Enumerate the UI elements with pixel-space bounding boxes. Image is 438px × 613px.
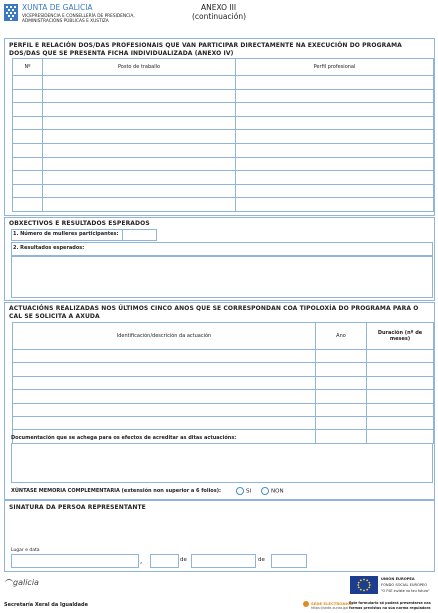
duration-cell[interactable] xyxy=(367,390,434,403)
table-row xyxy=(13,116,434,130)
results-field[interactable] xyxy=(11,256,433,298)
comma-separator: , xyxy=(140,557,143,565)
profile-cell[interactable] xyxy=(236,171,434,185)
action-cell[interactable] xyxy=(13,403,316,416)
memory-option-no[interactable] xyxy=(261,487,284,495)
signature-section xyxy=(4,500,435,572)
profile-cell[interactable] xyxy=(236,116,434,130)
number-cell[interactable] xyxy=(13,198,43,212)
column-header-duration: Duración (nº de meses) xyxy=(367,323,434,350)
memory-option-yes[interactable] xyxy=(236,487,251,495)
year-field[interactable] xyxy=(271,554,307,568)
eu-line-1: UNIÓN EUROPEA xyxy=(381,577,415,581)
profile-cell[interactable] xyxy=(236,103,434,117)
results-label-row xyxy=(11,242,433,256)
table-row xyxy=(13,198,434,212)
number-cell[interactable] xyxy=(13,171,43,185)
documentation-label: Documentación que se achega para os efectos de acreditar as ditas actuacións: xyxy=(11,435,237,441)
post-cell[interactable] xyxy=(43,76,236,90)
table-row xyxy=(13,89,434,103)
profile-cell[interactable] xyxy=(236,89,434,103)
table-row xyxy=(13,143,434,157)
year-cell[interactable] xyxy=(316,430,367,443)
de-separator-1: de xyxy=(180,557,187,563)
action-cell[interactable] xyxy=(13,376,316,389)
annex-title: ANEXO III xyxy=(201,3,237,12)
notice-line-2: formas previstas na súa norma reguladora xyxy=(349,606,431,610)
column-header-post: Posto de traballo xyxy=(43,59,236,76)
table-row xyxy=(13,376,434,389)
number-cell[interactable] xyxy=(13,143,43,157)
profile-cell[interactable] xyxy=(236,198,434,212)
day-field[interactable] xyxy=(150,554,179,568)
actions-table xyxy=(12,322,434,444)
table-row xyxy=(13,157,434,171)
women-count-field[interactable] xyxy=(122,229,157,241)
action-cell[interactable] xyxy=(13,350,316,363)
column-header-profile: Perfil profesional xyxy=(236,59,434,76)
number-cell[interactable] xyxy=(13,103,43,117)
number-cell[interactable] xyxy=(13,157,43,171)
year-cell[interactable] xyxy=(316,376,367,389)
secretariat-label: Secretaría Xeral da Igualdade xyxy=(4,602,88,608)
xunta-crest-icon xyxy=(4,4,18,21)
signature-section-title: SINATURA DA PERSOA REPRESENTANTE xyxy=(9,504,146,511)
option-no-label: NON xyxy=(271,488,284,495)
sede-url[interactable]: https://sede.xunta.gal xyxy=(311,606,349,610)
staff-table-header xyxy=(13,59,434,76)
department-line-1: VICEPRESIDENCIA E CONSELLERÍA DE PRESIDENCIA, xyxy=(22,14,135,19)
objectives-section-title: OBXECTIVOS E RESULTADOS ESPERADOS xyxy=(9,220,150,227)
year-cell[interactable] xyxy=(316,416,367,429)
post-cell[interactable] xyxy=(43,157,236,171)
table-row xyxy=(13,403,434,416)
staff-section-title: PERFIL E RELACIÓN DOS/DAS PROFESIONAIS QUE VAN PARTICIPAR DIRECTAMENTE NA EXECUCIÓN DO PROGRAMA DOS/DAS QUE SE PRESENTA FICHA INDIVIDUALIZADA (ANEXO IV) xyxy=(9,42,402,57)
number-cell[interactable] xyxy=(13,76,43,90)
option-yes-label: SI xyxy=(246,488,252,495)
women-count-row xyxy=(11,229,123,241)
post-cell[interactable] xyxy=(43,116,236,130)
profile-cell[interactable] xyxy=(236,157,434,171)
post-cell[interactable] xyxy=(43,171,236,185)
documentation-field[interactable] xyxy=(11,443,433,483)
table-row xyxy=(13,363,434,376)
objectives-section xyxy=(4,217,435,301)
post-cell[interactable] xyxy=(43,184,236,198)
radio-no-icon[interactable] xyxy=(261,487,269,495)
department-line-2: ADMINISTRACIÓNS PÚBLICAS E XUSTIZA xyxy=(22,19,109,24)
column-header-number: Nº xyxy=(13,59,43,76)
table-row xyxy=(13,390,434,403)
de-separator-2: de xyxy=(258,557,265,563)
duration-cell[interactable] xyxy=(367,350,434,363)
sede-label: SEDE ELECTRÓNICA xyxy=(311,601,353,606)
actions-table-header xyxy=(13,323,434,350)
profile-cell[interactable] xyxy=(236,184,434,198)
action-cell[interactable] xyxy=(13,390,316,403)
duration-cell[interactable] xyxy=(367,376,434,389)
year-cell[interactable] xyxy=(316,390,367,403)
number-cell[interactable] xyxy=(13,116,43,130)
results-label: 2. Resultados esperados: xyxy=(13,245,85,251)
month-field[interactable] xyxy=(191,554,256,568)
galicia-logo xyxy=(5,578,39,587)
post-cell[interactable] xyxy=(43,198,236,212)
duration-cell[interactable] xyxy=(367,416,434,429)
year-cell[interactable] xyxy=(316,403,367,416)
duration-cell[interactable] xyxy=(367,363,434,376)
number-cell[interactable] xyxy=(13,184,43,198)
profile-cell[interactable] xyxy=(236,143,434,157)
table-row xyxy=(13,416,434,429)
number-cell[interactable] xyxy=(13,89,43,103)
table-row xyxy=(13,350,434,363)
post-cell[interactable] xyxy=(43,89,236,103)
table-row xyxy=(13,171,434,185)
column-header-year: Ano xyxy=(316,323,367,350)
post-cell[interactable] xyxy=(43,103,236,117)
radio-yes-icon[interactable] xyxy=(236,487,244,495)
action-cell[interactable] xyxy=(13,363,316,376)
table-row xyxy=(13,184,434,198)
year-cell[interactable] xyxy=(316,350,367,363)
sede-electronica-icon xyxy=(303,601,309,607)
column-header-action: Identificación/descrición da actuación xyxy=(13,323,316,350)
year-cell[interactable] xyxy=(316,363,367,376)
place-date-label: Lugar e data xyxy=(11,548,40,553)
duration-cell[interactable] xyxy=(367,430,434,443)
table-row xyxy=(13,103,434,117)
galicia-logo-swirl-icon xyxy=(5,579,13,587)
galicia-logo-text: galicia xyxy=(13,578,39,587)
action-cell[interactable] xyxy=(13,416,316,429)
women-count-label: 1. Número de mulleres participantes: xyxy=(13,231,119,237)
memory-label: XÚNTASE MEMORIA COMPLEMENTARIA (extensión non superior a 6 folios): xyxy=(11,488,221,494)
number-cell[interactable] xyxy=(13,130,43,144)
annex-subtitle: (continuación) xyxy=(192,12,246,21)
duration-cell[interactable] xyxy=(367,403,434,416)
notice-line-1: Este formulario só poderá presentarse nas xyxy=(349,601,431,605)
actions-section-title: ACTUACIÓNS REALIZADAS NOS ÚLTIMOS CINCO ANOS QUE SE CORRESPONDAN COA TIPOLOXÍA DO PROGRAMA PARA O CAL SE SOLICITA A AXUDA xyxy=(9,305,419,320)
profile-cell[interactable] xyxy=(236,76,434,90)
table-row xyxy=(13,130,434,144)
eu-line-2: FONDO SOCIAL EUROPEO xyxy=(381,583,428,587)
actions-section xyxy=(4,302,435,500)
staff-table xyxy=(12,58,434,212)
org-name: XUNTA DE GALICIA xyxy=(22,3,93,12)
staff-section xyxy=(4,38,435,216)
post-cell[interactable] xyxy=(43,130,236,144)
eu-line-3: "O FSE inviste no teu futuro" xyxy=(381,589,430,593)
profile-cell[interactable] xyxy=(236,130,434,144)
table-row xyxy=(13,76,434,90)
eu-flag-icon xyxy=(350,576,378,594)
post-cell[interactable] xyxy=(43,143,236,157)
place-field[interactable] xyxy=(11,554,139,568)
